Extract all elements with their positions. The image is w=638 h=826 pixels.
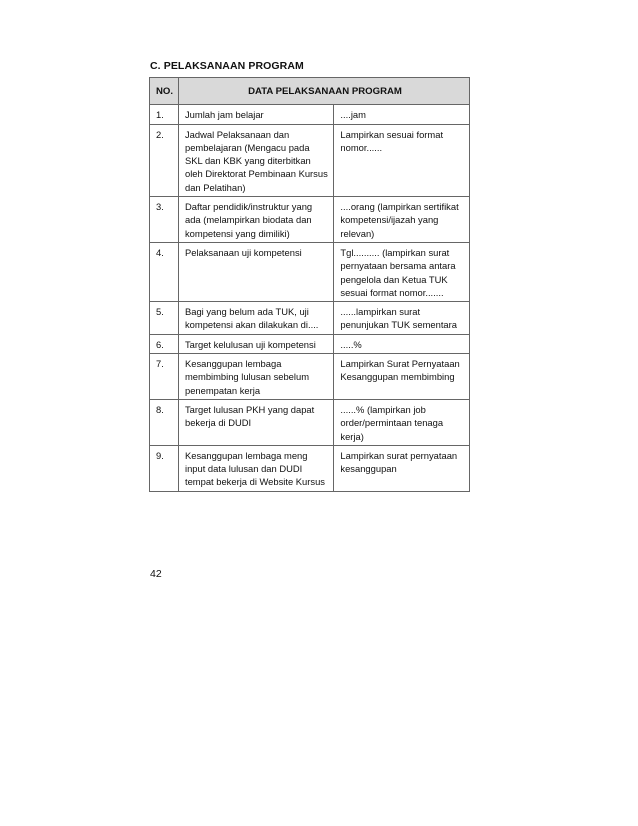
- table-row: [150, 197, 470, 243]
- row-item: Pelaksanaan uji kompetensi: [178, 242, 333, 301]
- row-note: ......lampirkan surat penunjukan TUK sementara: [334, 302, 470, 335]
- row-number: 6.: [150, 334, 179, 353]
- row-note: Lampirkan surat pernyataan kesanggupan: [334, 445, 470, 491]
- table-row: [150, 105, 470, 124]
- header-data: DATA PELAKSANAAN PROGRAM: [178, 78, 469, 105]
- table-row: [150, 124, 470, 196]
- table-row: [150, 242, 470, 301]
- row-item: Bagi yang belum ada TUK, uji kompetensi akan dilakukan di....: [178, 302, 333, 335]
- row-number: 4.: [150, 242, 179, 301]
- row-number: 8.: [150, 399, 179, 445]
- table-row: [150, 445, 470, 491]
- row-note: Lampirkan sesuai format nomor......: [334, 124, 470, 196]
- row-number: 1.: [150, 105, 179, 124]
- table-row: [150, 334, 470, 353]
- row-item: Target kelulusan uji kompetensi: [178, 334, 333, 353]
- row-note: .....%: [334, 334, 470, 353]
- row-item: Kesanggupan lembaga membimbing lulusan sebelum penempatan kerja: [178, 354, 333, 400]
- row-item: Daftar pendidik/instruktur yang ada (melampirkan biodata dan kompetensi yang dimiliki): [178, 197, 333, 243]
- page-number: 42: [150, 568, 162, 580]
- row-item: Jumlah jam belajar: [178, 105, 333, 124]
- program-table: [149, 77, 470, 492]
- row-number: 2.: [150, 124, 179, 196]
- row-item: Jadwal Pelaksanaan dan pembelajaran (Mengacu pada SKL dan KBK yang diterbitkan oleh Direktorat Pembinaan Kursus dan Pelatihan): [178, 124, 333, 196]
- row-note: ....jam: [334, 105, 470, 124]
- row-number: 3.: [150, 197, 179, 243]
- row-number: 5.: [150, 302, 179, 335]
- row-note: Tgl.......... (lampirkan surat pernyataan bersama antara pengelola dan Ketua TUK sesuai format nomor.......: [334, 242, 470, 301]
- row-note: Lampirkan Surat Pernyataan Kesanggupan membimbing: [334, 354, 470, 400]
- header-no: NO.: [150, 78, 179, 105]
- table-header-row: [150, 78, 470, 105]
- row-number: 9.: [150, 445, 179, 491]
- row-item: Kesanggupan lembaga meng input data lulusan dan DUDI tempat bekerja di Website Kursus: [178, 445, 333, 491]
- row-note: ......% (lampirkan job order/permintaan tenaga kerja): [334, 399, 470, 445]
- table-row: [150, 399, 470, 445]
- row-note: ....orang (lampirkan sertifikat kompetensi/ijazah yang relevan): [334, 197, 470, 243]
- table-row: [150, 302, 470, 335]
- table-row: [150, 354, 470, 400]
- row-number: 7.: [150, 354, 179, 400]
- section-title: C. PELAKSANAAN PROGRAM: [150, 60, 304, 72]
- row-item: Target lulusan PKH yang dapat bekerja di DUDI: [178, 399, 333, 445]
